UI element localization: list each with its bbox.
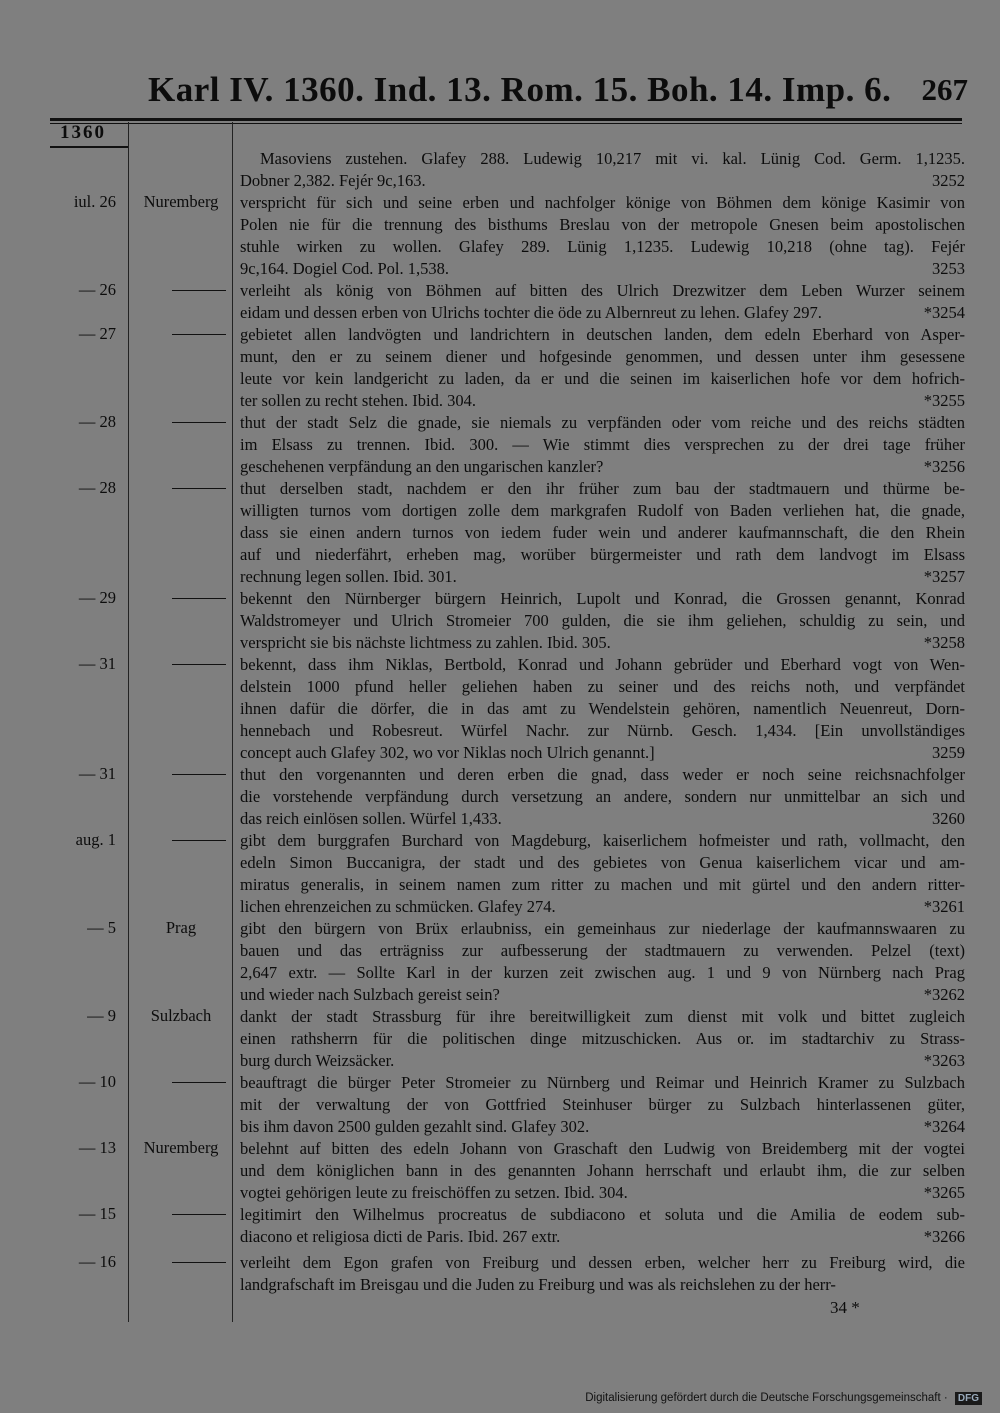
entry-text — [240, 280, 965, 324]
entry-text — [240, 654, 965, 764]
entry-line-text: und wieder nach Sulzbach gereist sein? — [240, 985, 500, 1004]
entry-text — [240, 478, 965, 588]
entry-text — [240, 1138, 965, 1204]
entry-line — [240, 1116, 965, 1138]
entry-date: — 28 — [78, 478, 116, 497]
entry-place — [172, 774, 226, 775]
entry-line: gebietet allen landvögten und landrichtern in deutschen landen, dem edeln Eberhard von Asper- — [240, 325, 965, 344]
entry-line-text: ter sollen zu recht stehen. Ibid. 304. — [240, 391, 476, 410]
entry-date: — 31 — [78, 654, 116, 673]
entry-text — [240, 830, 965, 918]
entry-line: gibt dem burggrafen Burchard von Magdeburg, kaiserlichem hofmeister und rath, vollmacht, den — [240, 831, 965, 850]
entry-line: stuhle wirken zu wollen. Glafey 289. Lünig 1,1235. Ludewig 10,218 (ohne tag). Fejér — [240, 237, 965, 256]
entry-line-text: geschehenen verpfändung an den ungarischen kanzler? — [240, 457, 604, 476]
entry-line-text: verspricht sie bis nächste lichtmess zu zahlen. Ibid. 305. — [240, 633, 611, 652]
entry-line: im Elsass zu trennen. Ibid. 300. — Wie stimmt dies versprechen zu der drei tage früher — [240, 435, 965, 454]
entry-place — [172, 664, 226, 665]
entry-line — [240, 808, 965, 830]
entry-place — [172, 598, 226, 599]
entry-line-text: rechnung legen sollen. Ibid. 301. — [240, 567, 457, 586]
entry-line-text: eidam und dessen erben von Ulrichs tochter die öde zu Albernreut zu lehen. Glafey 297. — [240, 303, 822, 322]
entry-date: — 27 — [78, 324, 116, 343]
year-label: 1360 — [60, 122, 106, 143]
entry-line-text: vogtei gehörigen leute zu freischöffen zu setzen. Ibid. 304. — [240, 1183, 628, 1202]
entry-line-text: diacono et religiosa dicti de Paris. Ibid. 267 extr. — [240, 1227, 561, 1246]
entry-place — [172, 1214, 226, 1215]
dfg-logo-icon: DFG — [955, 1392, 982, 1405]
regest-number: *3254 — [923, 303, 965, 322]
regest-number: *3261 — [923, 897, 965, 916]
entry-date: — 16 — [78, 1252, 116, 1271]
entry-line — [240, 742, 965, 764]
entry-text — [240, 1252, 965, 1296]
entry-line: beauftragt die bürger Peter Stromeier zu Nürnberg und Reimar und Heinrich Kramer zu Sulzbach — [240, 1073, 965, 1092]
regest-number: 3259 — [932, 743, 965, 762]
entry-line: gibt den bürgern von Brüx erlaubniss, ein gemeinhaus zur niederlage der kaufmannswaaren zu — [240, 919, 965, 938]
entry-line: thut der stadt Selz die gnade, sie niemals zu verpfänden oder vom reiche und des reichs städten — [240, 413, 965, 432]
entry-place — [172, 1262, 226, 1263]
entry-line: bekennt, dass ihm Niklas, Bertbold, Konrad und Johann gebrüder und Eberhard vogt von Wen- — [240, 655, 965, 674]
entry-line: die vorstehende verpfändung durch versetzung an andere, sondern nur unmittelbar an sich und — [240, 787, 965, 806]
entry-place — [172, 422, 226, 423]
regest-number: 3260 — [932, 809, 965, 828]
entry-line: miratus generalis, in seinem namen zum ritter zu machen und mit gürtel und den andern ritter- — [240, 875, 965, 894]
entry-line: Polen nie für die trennung des bisthums Breslau von der metropole Gnesen beim apostolischen — [240, 215, 965, 234]
header-rule — [50, 118, 962, 121]
entry-text — [240, 1006, 965, 1072]
entry-line: und dem königlichen bann in des genannten Johann herrschaft und erlaubt ihm, die zur selben — [240, 1161, 965, 1180]
entry-line-text: burg durch Weizsäcker. — [240, 1051, 395, 1070]
entry-line: belehnt auf bitten des edeln Johann von Graschaft den Ludwig von Breidemberg mit der vogtei — [240, 1139, 965, 1158]
entry-line: leute vor kein landgericht zu laden, da er und die seinen im kaiserlichen hofe vor dem hofrich- — [240, 369, 965, 388]
entry-place: Prag — [165, 918, 197, 937]
entry-text — [240, 1072, 965, 1138]
entry-place: Sulzbach — [150, 1006, 212, 1025]
entry-text — [240, 588, 965, 654]
regest-number: 3252 — [932, 171, 965, 190]
entry-place — [172, 840, 226, 841]
entry-line: bekennt den Nürnberger bürgern Heinrich, Lupolt und Konrad, die Grossen genannt, Konrad — [240, 589, 965, 608]
entry-line-text: concept auch Glafey 302, wo vor Niklas noch Ulrich genannt.] — [240, 743, 655, 762]
entry-line — [240, 170, 965, 192]
regest-number: *3265 — [923, 1183, 965, 1202]
entry-text — [240, 918, 965, 1006]
entry-text — [240, 324, 965, 412]
entry-date: — 9 — [87, 1006, 116, 1025]
column-divider-date — [128, 122, 129, 1322]
entry-line: verleiht als könig von Böhmen auf bitten des Ulrich Drezwitzer dem Leben Wurzer seinem — [240, 281, 965, 300]
column-divider-place — [232, 122, 233, 1322]
entry-place: Nuremberg — [143, 192, 219, 211]
entry-text — [240, 192, 965, 280]
entry-line — [240, 1274, 965, 1296]
page-number: 267 — [921, 72, 968, 107]
regest-number: *3262 — [923, 985, 965, 1004]
entry-line-text: das reich einlösen sollen. Würfel 1,433. — [240, 809, 502, 828]
entry-line-text: landgrafschaft im Breisgau und die Juden zu Freiburg und was als reichslehen zu der herr- — [240, 1275, 836, 1294]
entry-text — [240, 412, 965, 478]
regest-number: *3258 — [923, 633, 965, 652]
entry-line — [240, 302, 965, 324]
entry-place — [172, 1082, 226, 1083]
entry-line: dass sie einen andern turnos von iedem fuder wein und anderer kaufmannschaft, die den Rhein — [240, 523, 965, 542]
entry-line: edeln Simon Buccanigra, der stadt und des gebietes von Genua kaiserlichem vicar und am- — [240, 853, 965, 872]
page-header — [148, 70, 968, 110]
entry-date: — 10 — [78, 1072, 116, 1091]
entry-line: ihnen dafür die dörfer, die in das amt zu Wendelstein gehören, namentlich Neuenreut, Dorn- — [240, 699, 965, 718]
entry-line — [240, 258, 965, 280]
entry-text — [240, 764, 965, 830]
entry-line — [240, 896, 965, 918]
entry-date: — 26 — [78, 280, 116, 299]
entry-line-text: Dobner 2,382. Fejér 9c,163. — [240, 171, 426, 190]
footer-text: Digitalisierung gefördert durch die Deutsche Forschungsgemeinschaft — [585, 1392, 941, 1404]
entry-line: dankt der stadt Strassburg für ihre bereitwilligkeit zum dienst mit volk und bittet zugleich — [240, 1007, 965, 1026]
entry-place: Nuremberg — [143, 1138, 219, 1157]
entry-line-text: 9c,164. Dogiel Cod. Pol. 1,538. — [240, 259, 449, 278]
entry-text — [240, 148, 965, 192]
regest-number: *3264 — [923, 1117, 965, 1136]
entry-line: verleiht dem Egon grafen von Freiburg und dessen erben, welcher herr zu Freiburg wird, die — [240, 1253, 965, 1272]
entry-text — [240, 1204, 965, 1248]
regest-number: *3263 — [923, 1051, 965, 1070]
entry-date: — 31 — [78, 764, 116, 783]
regest-number: *3256 — [923, 457, 965, 476]
entry-place — [172, 488, 226, 489]
entry-line: auf und niederfährt, erheben mag, worüber bürgermeister und rath dem landvogt im Elsass — [240, 545, 965, 564]
regest-number: *3257 — [923, 567, 965, 586]
entry-line: munt, den er zu seinem diener und hofgesinde genommen, und dessen unter ihm gesessene — [240, 347, 965, 366]
entry-line: mit der verwaltung der von Gottfried Steinhuser bürger zu Sulzbach hinterlassenen güter, — [240, 1095, 965, 1114]
entry-line: einen rathsherrn für die politischen dinge mitzuschicken. Aus or. im stadtarchiv zu Strass- — [240, 1029, 965, 1048]
entry-line: hennebach und Robesreut. Würfel Nachr. zur Nürnb. Gesch. 1,434. [Ein unvollständiges — [240, 721, 965, 740]
regest-number: *3266 — [923, 1227, 965, 1246]
entry-date: — 29 — [78, 588, 116, 607]
entry-line-text: bis ihm davon 2500 gulden gezahlt sind. Glafey 302. — [240, 1117, 590, 1136]
entry-place — [172, 334, 226, 335]
entry-line: thut den vorgenannten und deren erben die gnad, dass weder er noch seine reichsnachfolger — [240, 765, 965, 784]
entry-date: — 13 — [78, 1138, 116, 1157]
entry-line: 2,647 extr. — Sollte Karl in der kurzen zeit zwischen aug. 1 und 9 von Nürnberg nach Prag — [240, 963, 965, 982]
regest-number: 3253 — [932, 259, 965, 278]
entry-line — [240, 632, 965, 654]
entry-line: Masoviens zustehen. Glafey 288. Ludewig 10,217 mit vi. kal. Lünig Cod. Germ. 1,1235. — [260, 149, 965, 168]
year-box — [50, 122, 128, 148]
entry-line: delstein 1000 pfund heller geliehen haben zu seiner und des reichs noth, und verpfändet — [240, 677, 965, 696]
footer-credit: Digitalisierung gefördert durch die Deutsche Forschungsgemeinschaft · DFG — [585, 1392, 982, 1405]
entry-line — [240, 1182, 965, 1204]
entry-date: iul. 26 — [73, 192, 116, 211]
signature-mark: 34 * — [830, 1298, 860, 1317]
entry-place — [172, 290, 226, 291]
entry-line — [240, 1226, 965, 1248]
entry-line — [240, 566, 965, 588]
regest-number: *3255 — [923, 391, 965, 410]
entry-line — [240, 1050, 965, 1072]
entry-line — [240, 984, 965, 1006]
entry-line — [240, 456, 965, 478]
entry-line: bauen und das erträgniss zur aufbesserung der stadtmauern zu verwenden. Pelzel (text) — [240, 941, 965, 960]
entry-date: — 15 — [78, 1204, 116, 1223]
header-rule-thin — [50, 123, 962, 124]
entry-date: aug. 1 — [75, 830, 116, 849]
entry-line: willigten turnos vom dortigen zolle dem markgrafen Rudolf von Baden verliehen hat, die gnade, — [240, 501, 965, 520]
entry-date: — 28 — [78, 412, 116, 431]
running-title: Karl IV. 1360. Ind. 13. Rom. 15. Boh. 14. Imp. 6. — [148, 70, 892, 109]
entry-line: verspricht für sich und seine erben und nachfolger könige von Böhmen dem könige Kasimir von — [240, 193, 965, 212]
entry-line — [240, 390, 965, 412]
entry-line-text: lichen ehrenzeichen zu schmücken. Glafey 274. — [240, 897, 556, 916]
entry-line: legitimirt den Wilhelmus procreatus de subdiacono et soluta und die Amilia de eodem sub- — [240, 1205, 965, 1224]
entry-line: Waldstromeyer und Ulrich Stromeier 700 gulden, die sie ihm geliehen, schuldig zu sein, und — [240, 611, 965, 630]
entry-date: — 5 — [87, 918, 116, 937]
entry-line: thut derselben stadt, nachdem er den ihr früher zum bau der stadtmauern und thürme be- — [240, 479, 965, 498]
